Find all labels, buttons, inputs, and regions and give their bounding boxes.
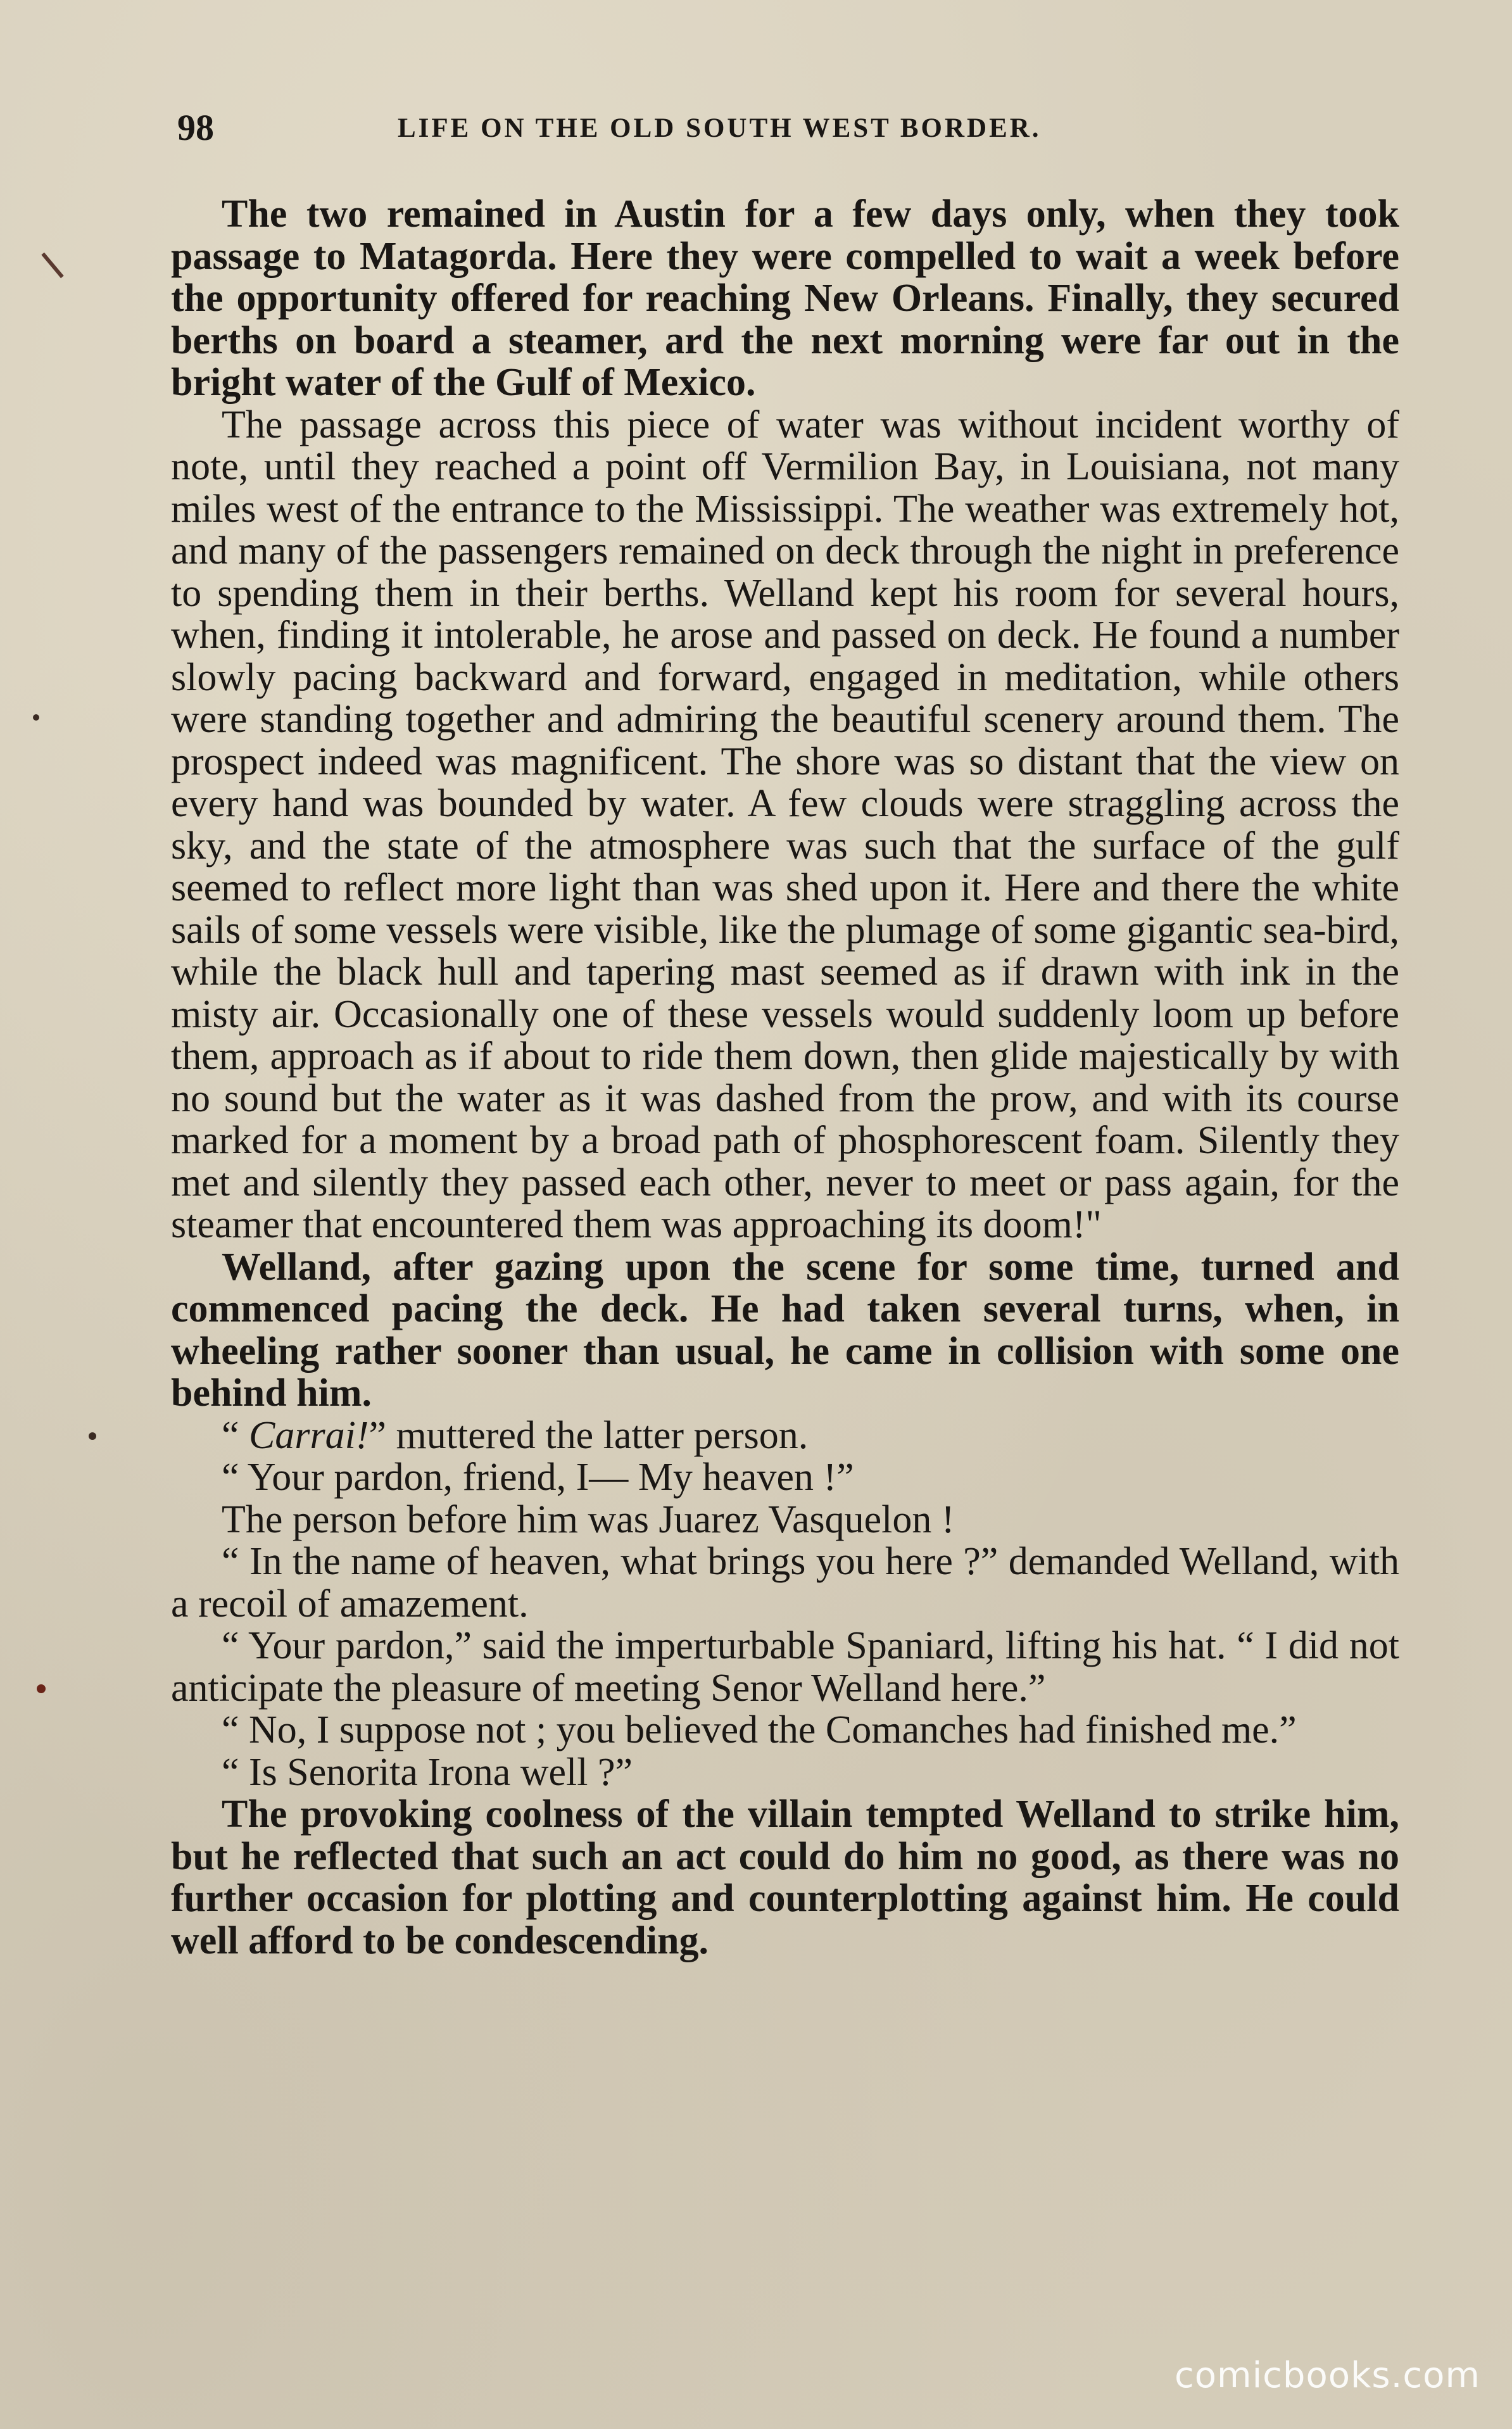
paragraph: “ Your pardon, friend, I— My heaven !” <box>222 1456 854 1499</box>
paragraph: “ Your pardon,” said the imperturbable Spaniard, lifting his hat. “ I did not anticipate the pleasure of meeting Senor Welland here.” <box>171 1624 1399 1710</box>
paragraph: The provoking coolness of the villain tempted Welland to strike him, but he reflected that such an act could do him no good, as there was no further occasion for plotting and counterplotting against him. He could well afford to be condescending. <box>171 1793 1399 1962</box>
margin-ink-dot <box>33 714 39 721</box>
exclamation-italic: Carrai! <box>249 1413 369 1457</box>
running-title: LIFE ON THE OLD SOUTH WEST BORDER. <box>398 113 1042 143</box>
paragraph: “ Is Senorita Irona well ?” <box>222 1750 633 1794</box>
paragraph: “ In the name of heaven, what brings you here ?” demanded Welland, with a recoil of amazement. <box>171 1540 1399 1625</box>
paragraph: “ No, I suppose not ; you believed the Comanches had finished me.” <box>222 1708 1297 1751</box>
margin-pencil-tick <box>41 253 63 279</box>
margin-ink-dot <box>89 1432 96 1440</box>
paragraph: The passage across this piece of water was without incident worthy of note, until they reached a point off Vermilion Bay, in Louisiana, not many miles west of the entrance to the Mississippi. The weather was extremely hot, and many of the passengers remained on deck through the night in preference to spending them in their berths. Welland kept his room for several hours, when, finding it intolerable, he arose and passed on deck. He found a number slowly pacing backward and forward, engaged in meditation, while others were standing together and admiring the beautiful scenery around them. The prospect indeed was magnificent. The shore was so distant that the view on every hand was bounded by water. A few clouds were straggling across the sky, and the state of the atmosphere was such that the surface of the gulf seemed to reflect more light than was shed upon it. Here and there the white sails of some vessels were visible, like the plumage of some gigantic sea-bird, while the black hull and tapering mast seemed as if drawn with ink in the misty air. Occasionally one of these vessels would suddenly loom up before them, approach as if about to ride them down, then glide majestically by with no sound but the water as it was dashed from the prow, and with its course marked for a moment by a broad path of phosphorescent foam. Silently they met and silently they passed each other, never to meet or pass again, for the steamer that encountered them was approaching its doom!" <box>171 403 1399 1246</box>
body-text <box>171 193 1399 1962</box>
paragraph <box>171 1415 1399 1457</box>
page-number: 98 <box>177 107 214 148</box>
paragraph: The person before him was Juarez Vasquelon ! <box>222 1498 955 1541</box>
page-header <box>170 106 1392 163</box>
quote-close: ” muttered the latter person. <box>369 1413 809 1457</box>
paragraph: Welland, after gazing upon the scene for some time, turned and commenced pacing the deck. He had taken several turns, when, in wheeling rather sooner than usual, he came in collision with some one behind him. <box>171 1245 1399 1415</box>
watermark: comicbooks.com <box>1174 2355 1480 2396</box>
margin-ink-dot <box>37 1684 46 1693</box>
paragraph: The two remained in Austin for a few days only, when they took passage to Matagorda. Here they were compelled to wait a week before the opportunity offered for reaching New Orleans. Finally, they secured berths on board a steamer, ard the next morning were far out in the bright water of the Gulf of Mexico. <box>171 192 1399 404</box>
quote-open: “ <box>222 1413 249 1457</box>
